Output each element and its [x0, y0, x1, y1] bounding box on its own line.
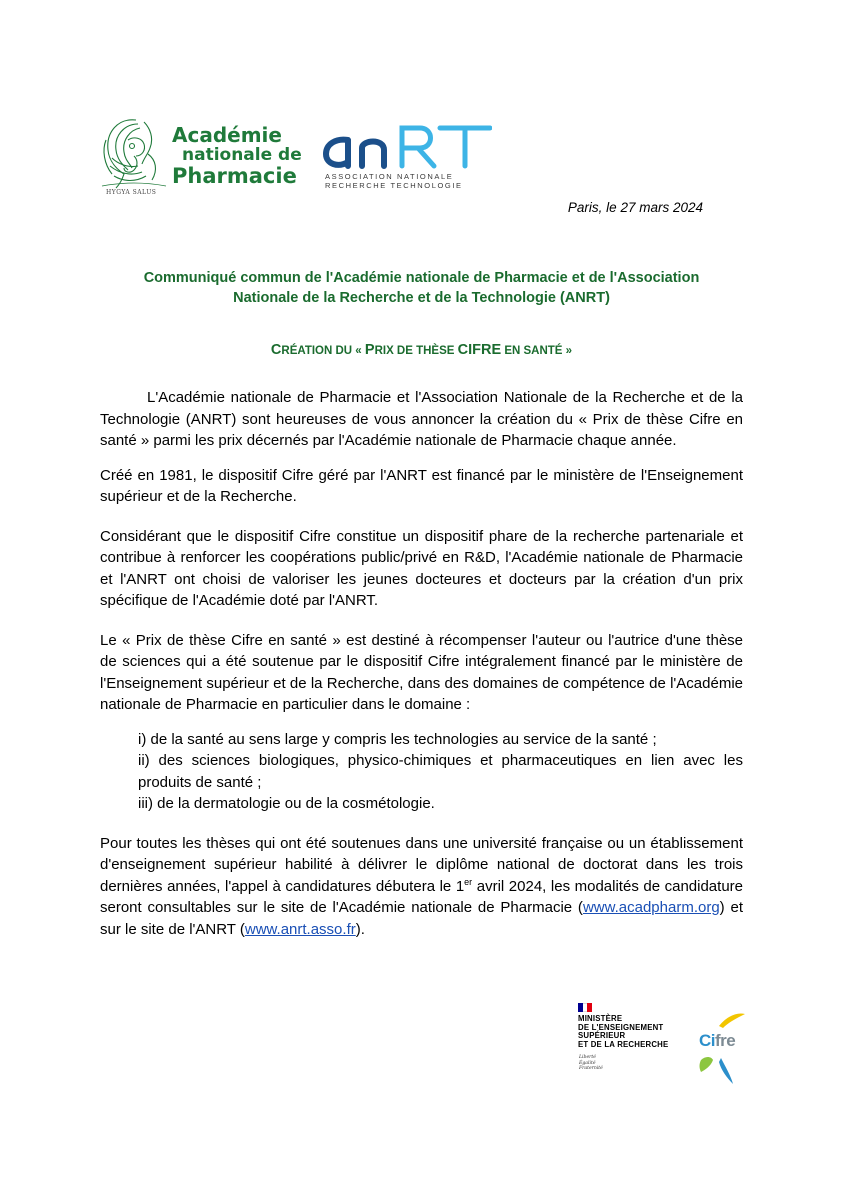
anrt-subtitle-line2: RECHERCHE TECHNOLOGIE [325, 181, 463, 191]
motto-liberte: Liberté [579, 1055, 596, 1060]
academie-motto: HYGYA SALUS [106, 189, 157, 196]
application-text-a: Pour toutes les thèses qui ont été soutenues dans une université française ou un établissement d'enseignement supérieur habilité à délivrer le diplôme national de doctorat dans les trois dernières années, l'appel à candidatures débutera le 1 [100, 834, 743, 895]
list-item: i) de la santé au sens large y compris les technologies au service de la santé ; [138, 730, 657, 748]
application-text-d: ). [355, 920, 365, 938]
application-text-c: ) et sur le site de l'ANRT ( [100, 899, 743, 938]
press-release-title [100, 268, 743, 308]
domain-list [100, 729, 743, 815]
prize-title-part1: RÉATION DU « [281, 345, 365, 357]
cifre-logo [697, 1010, 747, 1085]
document-body [100, 387, 743, 953]
ministry-name [578, 1015, 668, 1049]
press-release-title-line1: Communiqué commun de l'Académie nationale de Pharmacie et de l'Association [143, 270, 700, 286]
prize-title-cap2: P [364, 342, 375, 358]
paragraph-history: Créé en 1981, le dispositif Cifre géré par l'ANRT est financé par le ministère de l'Enseignement supérieur et de la Recherche. [100, 466, 743, 505]
prize-title-cap1: C [270, 342, 282, 358]
cifre-wordmark [699, 1031, 735, 1051]
paragraph-rationale: Considérant que le dispositif Cifre constitue un dispositif phare de la recherche partenariale et contribue à renforcer les coopérations public/privé en R&D, l'Académie nationale de Pharmacie et l'ANRT ont choisi de valoriser les jeunes docteures et docteurs par la création d'un prix spécifique de l'Académie doté par l'ANRT. [100, 527, 743, 609]
academie-line1: Académie [172, 123, 282, 147]
paragraph-intro: L'Académie nationale de Pharmacie et l'Association Nationale de la Recherche et de la Technologie (ANRT) sont heureuses de vous annoncer la création du « Prix de thèse Cifre en santé » parmi les prix décernés par l'Académie nationale de Pharmacie chaque année. [100, 389, 743, 449]
prize-title [100, 342, 743, 358]
list-item: ii) des sciences biologiques, physico-chimiques et pharmaceutiques en lien avec les produits de santé ; [138, 752, 743, 791]
prize-title-part2: RIX DE THÈSE [374, 345, 458, 357]
ministry-line3: SUPÉRIEUR [578, 1031, 626, 1041]
prize-title-cap3: CIFRE [457, 342, 502, 358]
application-text-b: avril 2024, les modalités de candidature seront consultables sur le site de l'Académie nationale de Pharmacie ( [100, 877, 744, 916]
ministry-line2: DE L'ENSEIGNEMENT [578, 1022, 664, 1032]
anrt-logo [322, 122, 497, 197]
french-flag-icon [578, 1003, 592, 1012]
academie-pharmacie-logo [98, 110, 308, 205]
paragraph-application [100, 833, 743, 941]
list-item: iii) de la dermatologie ou de la cosmétologie. [138, 795, 435, 812]
document-date: Paris, le 27 mars 2024 [567, 200, 703, 215]
academie-wordmark [172, 124, 302, 188]
motto-egalite: Égalité [579, 1060, 596, 1066]
academie-line2: nationale de [182, 145, 302, 165]
cifre-wordmark-ci: Ci [699, 1031, 715, 1050]
prize-title-part3: EN SANTÉ » [501, 345, 573, 357]
academie-line3: Pharmacie [172, 163, 297, 188]
paragraph-prize-purpose: Le « Prix de thèse Cifre en santé » est destiné à récompenser l'auteur ou l'autrice d'une thèse de sciences qui a été soutenue par le dispositif Cifre intégralement financé par le ministère de l'Enseignement supérieur et de la Recherche, dans des domaines de compétence de l'Académie nationale de Pharmacie en particulier dans le domaine : [100, 631, 743, 713]
hygieia-emblem-icon [98, 110, 170, 200]
cifre-wordmark-fre: fre [715, 1031, 736, 1050]
ordinal-superscript: er [464, 876, 473, 887]
press-release-title-line2: Nationale de la Recherche et de la Technologie (ANRT) [233, 290, 610, 306]
anrt-link[interactable]: www.anrt.asso.fr [244, 920, 356, 938]
ministry-logo [578, 1003, 688, 1083]
motto-fraternite: Fraternité [579, 1066, 603, 1071]
ministry-line1: MINISTÈRE [578, 1014, 623, 1023]
ministry-line4: ET DE LA RECHERCHE [578, 1039, 669, 1049]
anrt-subtitle [325, 172, 463, 191]
acadpharm-link[interactable]: www.acadpharm.org [582, 899, 720, 916]
republic-motto [579, 1055, 603, 1072]
anrt-wordmark-icon [322, 122, 492, 170]
anrt-subtitle-line1: ASSOCIATION NATIONALE [325, 172, 454, 181]
